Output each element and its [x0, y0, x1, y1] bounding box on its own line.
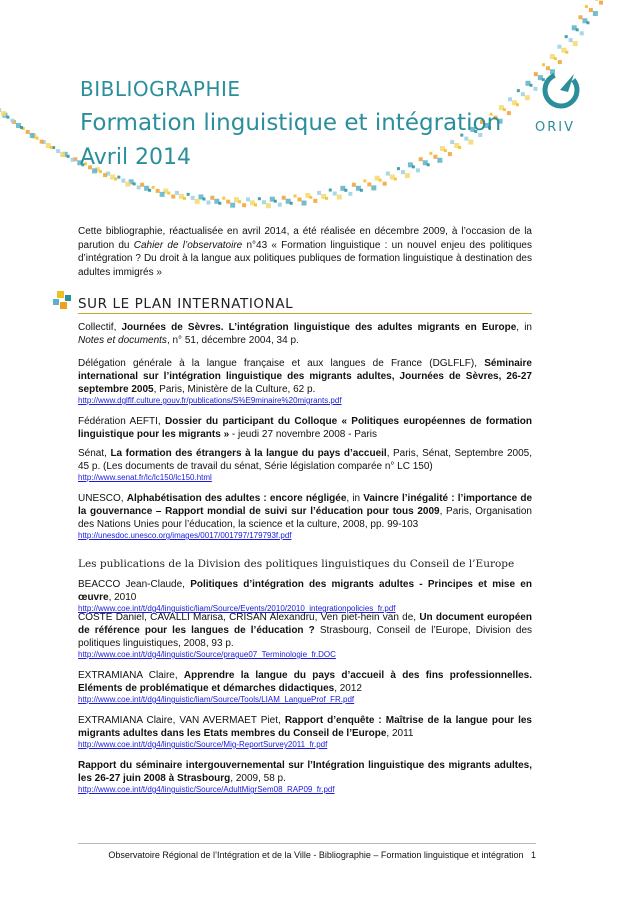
arc-dot	[313, 199, 317, 203]
entry-details: Strasbourg, Conseil de l’Europe, Division des politiques linguistiques, 2008, 93 p.	[78, 625, 533, 649]
arc-dot	[427, 163, 430, 166]
arc-dot	[363, 179, 366, 182]
entry-title: Un document européen de référence pour les langues de l’éducation ?	[78, 612, 532, 636]
entry-title: Séminaire international sur l’intégration linguistique des migrants adultes, Journées de Sèvres, 26-27 septembre 2005	[78, 358, 532, 395]
entry-title: Journées de Sèvres. L’intégration linguistique des adultes migrants en Europe	[121, 322, 517, 333]
subsection-title: Les publications de la Division des politiques linguistiques du Conseil de l’Europe	[78, 558, 515, 570]
arc-dot	[565, 35, 568, 38]
entry-link[interactable]: http://www.coe.int/t/dg4/linguistic/Source/Mig-ReportSurvey2011_fr.pdf	[78, 740, 328, 749]
arc-dot	[379, 179, 382, 182]
arc-dot	[302, 201, 307, 206]
arc-dot	[325, 197, 328, 200]
entry-author: BEACCO Jean-Claude,	[78, 579, 191, 590]
arc-dot	[114, 178, 117, 181]
entry-title: Rapport du séminaire intergouvernemental sur l’Intégration linguistique des migrants adultes, les 26-27 juin 2008 à Strasbourg	[78, 760, 532, 784]
arc-dot	[416, 168, 420, 172]
entry-source: Notes et documents	[78, 335, 167, 346]
arc-dot	[175, 191, 179, 195]
bib-entry	[78, 714, 532, 750]
arc-dot	[394, 178, 397, 181]
intro-text-2: n°43 « Formation linguistique : un nouvel enjeu des politiques d’intégration ? Du droit à la langue aux politiques publiques de formation linguistique à destination des adultes immigrés »	[78, 239, 532, 278]
arc-dot	[187, 193, 190, 196]
bib-entry	[78, 669, 532, 705]
entry-details: , 2009, 58 p.	[230, 773, 286, 784]
arc-dot	[133, 182, 136, 185]
arc-dot	[516, 103, 519, 106]
entry-author: UNESCO,	[78, 493, 127, 504]
arc-dot	[60, 152, 65, 157]
arc-dot	[26, 130, 30, 134]
entry-details: , n° 51, décembre 2004, 34 p.	[166, 335, 299, 346]
arc-dot	[274, 200, 277, 203]
arc-dot	[230, 203, 235, 208]
arc-dot	[71, 158, 75, 162]
arc-dot	[554, 57, 557, 60]
bib-entry	[78, 578, 532, 614]
entry-author: EXTRAMIANA Claire, VAN AVERMAET Piet,	[78, 715, 285, 726]
section-title: SUR LE PLAN INTERNATIONAL	[78, 296, 294, 312]
arc-dot	[103, 173, 107, 177]
arc-dot	[191, 196, 195, 200]
arc-dot	[67, 155, 70, 158]
entry-link[interactable]: http://www.coe.int/t/dg4/linguistic/liam/Source/Events/2010/2010_integrationpolicies_fr.pdf	[78, 604, 396, 613]
arc-dot	[20, 126, 23, 129]
entry-link[interactable]: http://www.coe.int/t/dg4/linguistic/Source/prague07_Terminologie_fr.DOC	[78, 650, 336, 659]
entry-title: Alphabétisation des adultes : encore négligée	[126, 493, 347, 504]
bibliography-heading: BIBLIOGRAPHIE	[80, 77, 241, 101]
entry-title: La formation des étrangers à la langue du pays d’accueil	[110, 448, 387, 459]
entry-author: COSTE Daniel, CAVALLI Marisa, CRISAN Alexandru, Ven piet-hein van de,	[78, 612, 420, 623]
arc-dot	[99, 170, 102, 173]
arc-dot	[329, 189, 332, 192]
arc-dot	[503, 108, 506, 111]
bib-entry	[78, 321, 532, 347]
arc-dot	[294, 195, 297, 198]
entry-title: Politiques d’intégration des migrants adultes - Principes et mise en œuvre	[78, 579, 532, 603]
arc-dot	[167, 192, 170, 195]
arc-dot	[309, 196, 312, 199]
arc-dot	[282, 196, 286, 200]
arc-dot	[576, 28, 579, 31]
arc-dot	[258, 197, 261, 200]
arc-dot	[183, 197, 186, 200]
arc-dot	[56, 149, 60, 153]
entry-link[interactable]: http://www.coe.int/t/dg4/linguistic/liam/Source/Tools/LIAM_LangueProf_FR.pdf	[78, 695, 355, 704]
arc-dot	[367, 182, 371, 186]
entry-details: , Paris, Ministère de la Culture, 62 p.	[153, 384, 316, 395]
arc-dot	[218, 202, 221, 205]
arc-dot	[266, 203, 271, 208]
arc-dot	[599, 1, 603, 5]
arc-dot	[222, 197, 225, 200]
arc-dot	[50, 146, 53, 149]
arc-dot	[360, 189, 363, 192]
arc-dot	[278, 203, 282, 207]
arc-dot	[125, 182, 130, 187]
oriv-logo-icon	[530, 62, 592, 120]
arc-dot	[344, 189, 347, 192]
arc-dot	[137, 185, 141, 189]
section-divider	[78, 313, 532, 314]
arc-dot	[117, 176, 120, 179]
arc-dot	[210, 196, 214, 200]
footer-text: Observatoire Régional de l’Intégration et de la Ville - Bibliographie – Formation linguistique et intégration	[108, 850, 524, 860]
arc-dot	[589, 8, 593, 12]
entry-details: , 2011	[386, 728, 414, 739]
arc-dot	[0, 108, 1, 112]
arc-dot	[160, 192, 165, 197]
arc-dot	[578, 15, 582, 19]
arc-dot	[140, 183, 144, 187]
arc-dot	[290, 202, 293, 205]
arc-dot	[36, 137, 39, 140]
arc-dot	[521, 92, 525, 96]
page-footer	[78, 850, 536, 860]
arc-dot	[262, 200, 266, 204]
arc-dot	[202, 198, 205, 201]
entry-source: Vaincre l’inégalité : l’importance de la gouvernance – Rapport mondial de suivi sur l’éducation pour tous 2009	[78, 493, 532, 517]
entry-link[interactable]: http://www.coe.int/t/dg4/linguistic/Source/AdultMigrSem08_RAP09_fr.pdf	[78, 785, 335, 794]
arc-dot	[458, 146, 461, 149]
entry-author: Délégation générale à la langue française et aux langues de France (DGLFLF),	[78, 358, 485, 369]
entry-title: Dossier du participant du Colloque « Politiques européennes de formation linguistique pour les migrants »	[78, 416, 532, 440]
footer-divider	[78, 843, 536, 844]
logo-text: ORIV	[535, 120, 575, 135]
entry-title: Rapport d’enquête : Maîtrise de la langue pour les migrants adultes dans les Etats membres du Conseil de l’Europe	[78, 715, 532, 739]
arc-dot	[405, 173, 410, 178]
entry-details: , 2012	[334, 683, 362, 694]
arc-dot	[401, 170, 405, 174]
entry-author: EXTRAMIANA Claire,	[78, 670, 184, 681]
arc-dot	[450, 140, 454, 144]
entry-details: - jeudi 27 novembre 2008 - Paris	[229, 429, 377, 440]
arc-dot	[448, 152, 452, 156]
entry-text: , in	[516, 322, 532, 333]
arc-dot	[585, 5, 588, 8]
intro-italic: Cahier de l’observatoire	[133, 239, 243, 251]
arc-dot	[333, 192, 337, 196]
entry-text: , in	[346, 493, 364, 504]
intro-paragraph	[78, 225, 532, 279]
arc-dot	[419, 157, 423, 161]
bib-entry	[78, 611, 532, 660]
bib-entry	[78, 415, 532, 441]
entry-title: Apprendre la langue du pays d’accueil à des fins professionnelles. Eléments de problématique et démarches didactiques	[78, 670, 532, 694]
arc-dot	[348, 192, 352, 196]
bib-entry	[78, 759, 532, 795]
arc-dot	[298, 198, 302, 202]
arc-dot	[595, 0, 598, 1]
arc-dot	[171, 195, 175, 199]
bib-entry	[78, 492, 532, 541]
entry-link[interactable]: http://www.senat.fr/lc/lc150/lc150.html	[78, 473, 212, 482]
entry-link[interactable]: http://unesdoc.unesco.org/images/0017/001797/179793f.pdf	[78, 531, 292, 540]
arc-dot	[383, 182, 387, 186]
arc-dot	[1, 111, 6, 116]
arc-dot	[397, 167, 400, 170]
intro-text-1: Cette bibliographie, réactualisée en avril 2014, a été réalisée en décembre 2009, à l’occasion de la parution du	[78, 226, 532, 251]
arc-dot	[468, 140, 473, 145]
arc-dot	[437, 158, 442, 163]
arc-dot	[444, 149, 447, 152]
section-bullet-icon	[51, 291, 75, 311]
entry-details: , Paris, Sénat, Septembre 2005, 45 p. (Les documents de travail du sénat, Série législation comparée n° LC 150)	[78, 448, 532, 472]
entry-link[interactable]: http://www.dglflf.culture.gouv.fr/publications/S%E9minaire%20migrants.pdf	[78, 396, 342, 405]
arc-dot	[586, 21, 589, 24]
arc-dot	[40, 140, 44, 144]
bib-entry	[78, 357, 532, 406]
arc-dot	[565, 51, 568, 54]
arc-dot	[226, 200, 230, 204]
arc-dot	[433, 155, 437, 159]
arc-dot	[246, 197, 250, 201]
page-number: 1	[530, 850, 536, 860]
arc-dot	[10, 119, 14, 123]
arc-dot	[580, 31, 584, 35]
document-title: Formation linguistique et intégration	[80, 110, 502, 136]
arc-dot	[148, 189, 151, 192]
arc-dot	[121, 179, 125, 183]
entry-author: Collectif,	[78, 322, 122, 333]
arc-dot	[386, 172, 390, 176]
entry-details: , Paris, Organisation des Nations Unies pour l’éducation, la science et la culture, 2008, pp. 99-103	[78, 506, 532, 530]
arc-dot	[337, 195, 342, 200]
arc-dot	[238, 200, 241, 203]
arc-dot	[517, 89, 520, 92]
arc-dot	[508, 97, 512, 101]
entry-details: , 2010	[108, 592, 137, 603]
arc-dot	[30, 133, 35, 138]
arc-dot	[371, 185, 376, 190]
arc-dot	[429, 152, 432, 155]
bib-entry	[78, 447, 532, 483]
arc-dot	[317, 191, 321, 195]
arc-dot	[412, 165, 415, 168]
arc-dot	[195, 199, 200, 204]
arc-dot	[254, 203, 257, 206]
arc-dot	[557, 45, 561, 49]
arc-dot	[569, 38, 573, 42]
arc-dot	[464, 137, 468, 141]
arc-dot	[6, 116, 9, 119]
document-date: Avril 2014	[80, 145, 192, 170]
arc-dot	[507, 111, 511, 115]
arc-dot	[593, 11, 598, 16]
arc-dot	[156, 189, 160, 193]
entry-author: Sénat,	[78, 448, 111, 459]
arc-dot	[242, 203, 246, 207]
entry-author: Fédération AEFTI,	[78, 416, 165, 427]
arc-dot	[573, 41, 578, 46]
arc-dot	[152, 186, 155, 189]
arc-dot	[206, 201, 210, 205]
arc-dot	[352, 183, 356, 187]
